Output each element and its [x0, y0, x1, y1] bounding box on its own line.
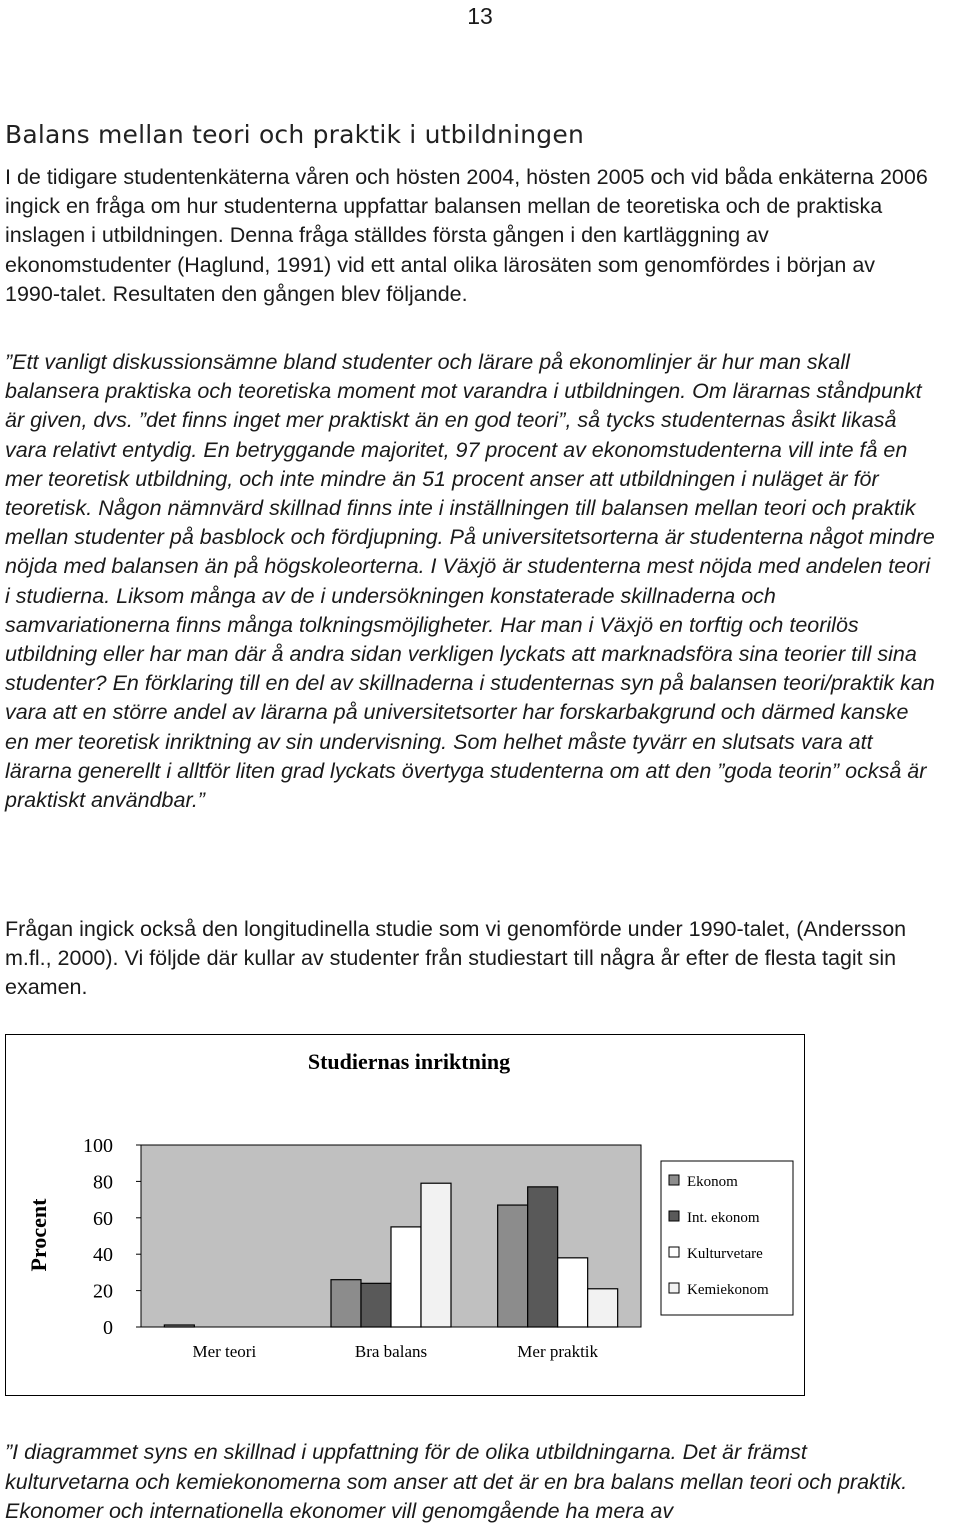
legend-label: Kemiekonom — [687, 1282, 769, 1298]
y-axis-label: Procent — [26, 1198, 51, 1272]
y-tick-label: 100 — [83, 1135, 113, 1157]
bar — [331, 1280, 361, 1327]
legend-swatch — [669, 1211, 679, 1221]
quoted-passage: ”Ett vanligt diskussionsämne bland studenter och lärare på ekonomlinjer är hur man skall balansera praktiska och teoretiska moment mot varandra i utbildningen. Om lärarnas ståndpunkt är given, dvs. ”det finns inget mer praktiskt än en god teori”, så tycks studenternas åsikt likaså vara relativt entydig. En betryggande majoritet, 97 procent av ekonomstudenterna vill inte få en mer teoretisk utbildning, och inte mindre än 51 procent anser att utbildningen i nuläget är för teoretisk. Någon nämnvärd skillnad finns inte i inställningen till balansen mellan teori och praktik mellan studenter på basblock och fördjupning. På universitetsorterna är studenterna något mindre nöjda med balansen än på högskoleorterna. I Växjö är studenterna mest nöjda med andelen teori i studierna. Liksom många av de i undersökningen konstaterade skillnaderna och samvariationerna finns många tolkningsmöjligheter. Har man i Växjö en torftig och teorilös utbildning eller har man där å andra sidan verkligen lyckats att marknadsföra sina teorier till sina studenter? En förklaring till en del av skillnaderna i studenternas syn på balansen teori/praktik kan vara att en större andel av lärarna på universitetsorter har forskarbakgrund och därmed kanske en mer teoretisk inriktning av sin undervisning. Som helhet måste tyvärr en slutsats vara att lärarna generellt i alltför liten grad lyckats övertyga studenterna om att den ”goda teorin” också är praktiskt användbar.” — [5, 350, 935, 813]
y-tick-label: 60 — [93, 1207, 113, 1230]
legend — [661, 1161, 793, 1315]
bar — [361, 1283, 391, 1327]
bar — [391, 1227, 421, 1327]
chart-title: Studiernas inriktning — [307, 1049, 511, 1074]
x-tick-label: Bra balans — [354, 1342, 428, 1361]
bar-chart — [5, 1034, 805, 1396]
bar — [164, 1325, 194, 1327]
closing-paragraph: ”I diagrammet syns en skillnad i uppfattning för de olika utbildningarna. Det är främst kulturvetarna och kemiekonomerna som anser att det är en bra balans mellan teori och praktik. Ekonomer och internationella ekonomer vill genomgående ha mera av — [5, 1440, 908, 1523]
intro-paragraph: I de tidigare studentenkäterna våren och hösten 2004, hösten 2005 och vid båda enkäterna 2006 ingick en fråga om hur studenterna uppfattar balansen mellan de teoretiska och de praktiska inslagen i utbildningen. Denna fråga ställdes första gången i den kartläggning av ekonomstudenter (Haglund, 1991) vid ett antal olika lärosäten som genomfördes i början av 1990-talet. Resultaten den gången blev följande. — [5, 165, 928, 306]
y-tick-label: 80 — [93, 1171, 113, 1194]
bar — [421, 1183, 451, 1327]
x-tick-label: Mer praktik — [517, 1342, 599, 1361]
page-number: 13 — [467, 3, 493, 29]
legend-label: Ekonom — [687, 1174, 738, 1190]
legend-label: Int. ekonom — [687, 1210, 760, 1226]
bar — [498, 1205, 528, 1327]
legend-swatch — [669, 1283, 679, 1293]
y-tick-label: 40 — [93, 1244, 113, 1267]
longitudinal-paragraph: Frågan ingick också den longitudinella studie som vi genomförde under 1990-talet, (Andersson m.fl., 2000). Vi följde där kullar av studenter från studiestart till några år efter de flesta tagit sin examen. — [5, 917, 907, 1000]
y-tick-label: 0 — [103, 1317, 113, 1339]
plot-area — [83, 1135, 641, 1361]
legend-swatch — [669, 1175, 679, 1185]
legend-label: Kulturvetare — [687, 1246, 763, 1262]
chart-canvas — [6, 1035, 804, 1395]
y-tick-label: 20 — [93, 1280, 113, 1303]
bar — [558, 1258, 588, 1327]
bar — [588, 1289, 618, 1327]
x-tick-label: Mer teori — [192, 1342, 257, 1361]
legend-swatch — [669, 1247, 679, 1257]
bar — [528, 1187, 558, 1327]
section-heading: Balans mellan teori och praktik i utbildningen — [5, 120, 584, 149]
